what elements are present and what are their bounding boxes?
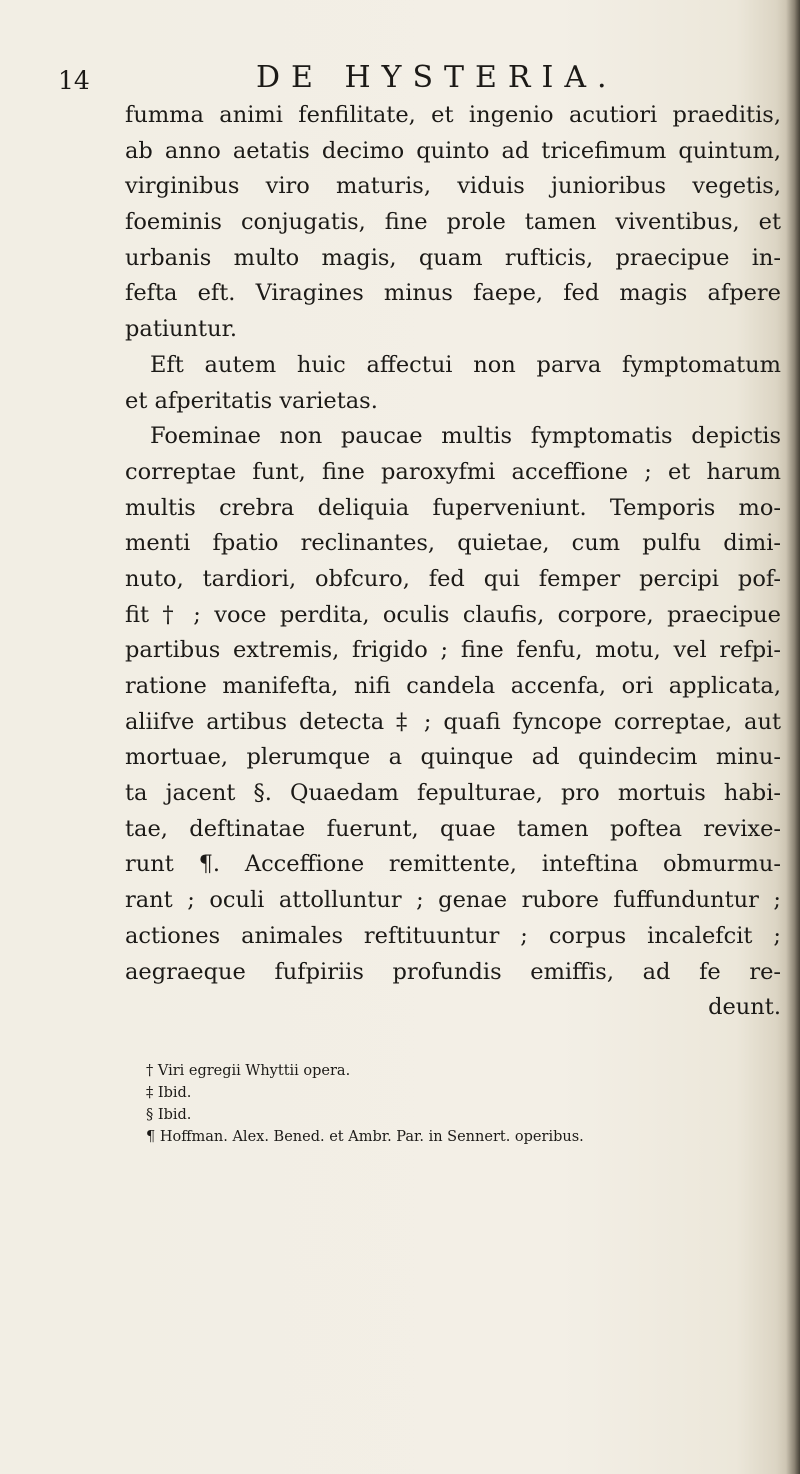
page-edge-shadow (786, 0, 800, 1474)
text-line: tae, deftinatae fuerunt, quae tamen poftea revixe- (125, 815, 781, 842)
text-line: aegraeque fufpiriis profundis emiffis, ad fe re- (125, 958, 781, 985)
footnotes (146, 1060, 786, 1148)
text-line: partibus extremis, frigido ; fine fenfu, motu, vel refpi- (125, 637, 781, 664)
text-line: et afperitatis varietas. (125, 387, 378, 414)
text-line: ab anno aetatis decimo quinto ad tricefimum quintum, (125, 137, 781, 164)
text-line: fefta eft. Viragines minus faepe, fed magis afpere (125, 280, 781, 307)
footnote: § Ibid. (146, 1107, 192, 1123)
text-line: urbanis multo magis, quam rufticis, praecipue in- (125, 244, 781, 271)
text-line: nuto, tardiori, obfcuro, fed qui femper percipi pof- (125, 565, 781, 592)
text-line: menti fpatio reclinantes, quietae, cum pulfu dimi- (125, 530, 781, 557)
text-line: Foeminae non paucae multis fymptomatis depictis (150, 423, 781, 450)
text-line: ta jacent §. Quaedam fepulturae, pro mortuis habi- (125, 780, 781, 807)
text-line: foeminis conjugatis, fine prole tamen viventibus, et (125, 209, 781, 236)
text-line: patiuntur. (125, 316, 238, 343)
text-line: rant ; oculi attolluntur ; genae rubore fuffunduntur ; (125, 887, 781, 914)
footnote: † Viri egregii Whyttii opera. (146, 1063, 351, 1079)
text-line: multis crebra deliquia fuperveniunt. Temporis mo- (125, 494, 781, 521)
text-line: ratione manifefta, nifi candela accenfa, ori applicata, (125, 673, 781, 699)
running-head: DE HYSTERIA. (256, 60, 618, 95)
text-line: virginibus viro maturis, viduis junioribus vegetis, (125, 173, 781, 200)
body-text (125, 98, 781, 1026)
page-number: 14 (58, 66, 90, 95)
footnote: ‡ Ibid. (146, 1085, 192, 1101)
text-line: mortuae, plerumque a quinque ad quindecim minu- (125, 744, 781, 771)
text-line: runt ¶. Acceffione remittente, inteftina obmurmu- (125, 851, 781, 878)
text-line: Eft autem huic affectui non parva fymptomatum (150, 351, 781, 378)
text-line: fit † ; voce perdita, oculis claufis, corpore, praecipue (125, 601, 781, 628)
footnote: ¶ Hoffman. Alex. Bened. et Ambr. Par. in Sennert. operibus. (146, 1129, 584, 1145)
text-line: deunt. (708, 994, 781, 1021)
text-line: aliifve artibus detecta ‡ ; quafi fyncope correptae, aut (125, 708, 781, 735)
text-line: actiones animales reftituuntur ; corpus incalefcit ; (125, 922, 781, 949)
text-line: correptae funt, fine paroxyfmi acceffione ; et harum (125, 458, 781, 485)
text-line: fumma animi fenfilitate, et ingenio acutiori praeditis, (125, 102, 781, 128)
